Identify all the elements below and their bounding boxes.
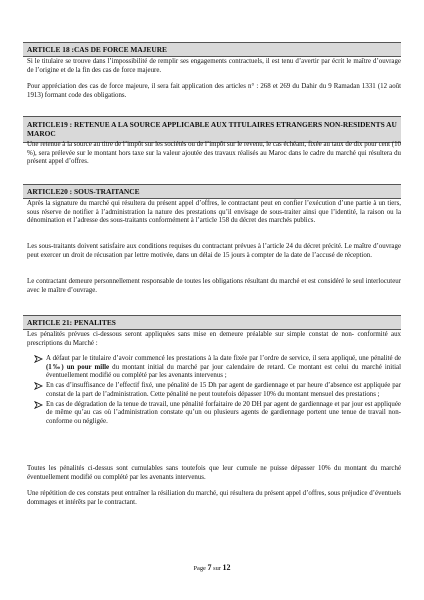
article-19-paragraph-1: Une retenue à la source au titre de l’impôt sur les sociétés ou de l’impôt sur le revenu, le cas échéant, fixée au taux de dix pour cent (10 %), sera prélevée sur le montant hors taxe sur la valeur ajoutée des travaux réalisés au Maroc dans le cadre du marché qui résultera du présent appel d’offres. <box>27 141 401 166</box>
article-21-cumulative-paragraph: Toutes les pénalités ci-dessus sont cumulables sans toutefois que leur cumule ne puisse dépasser 10% du montant du marché éventuellement modifié ou complété par les avenants intervenus. <box>27 465 401 481</box>
article-20-heading: ARTICLE20 : SOUS-TRAITANCE <box>23 184 401 199</box>
page-footer <box>0 563 424 572</box>
article-20-paragraph-1: Après la signature du marché qui résultera du présent appel d’offres, le contractant peut en confier l’exécution d’une partie à un tiers, sous réserve de notifier à l’administration la nature des prestations qu’il envisage de sous-traiter ainsi que l’identité, la raison ou la dénomination et l’adresse des sous-traitants conformément à l’article 158 du décret des marchés publics. <box>27 200 401 225</box>
penalty-rate: (1‰) un pour mille <box>46 363 110 371</box>
arrow-bullet-icon <box>34 355 43 363</box>
penalty-item-staff-shortage <box>34 382 401 399</box>
article-19-heading: ARTICLE19 : RETENUE A LA SOURCE APPLICABLE AUX TITULAIRES ETRANGERS NON-RESIDENTS AU MAROC <box>23 116 401 143</box>
article-18-paragraph-2: Pour appréciation des cas de force majeure, il sera fait application des articles n° : 268 et 269 du Dahir du 9 Ramadan 1331 (12 août 1913) formant code des obligations. <box>27 83 401 99</box>
article-18-heading: ARTICLE 18 :CAS DE FORCE MAJEURE <box>23 42 401 57</box>
article-18-paragraph-1: Si le titulaire se trouve dans l’impossibilité de remplir ses engagements contractuels, il est tenu d’avertir par écrit le maître d’ouvrage de l’origine et de la fin des cas de force majeure. <box>27 58 401 74</box>
article-21-heading: ARTICLE 21: PENALITES <box>23 315 401 330</box>
penalty-item-delay-text-start: A défaut par le titulaire d’avoir commencé les prestations à la date fixée par l’ordre de service, il sera appliqué, une pénalité de <box>46 355 401 362</box>
footer-page-word: Page <box>193 565 206 572</box>
penalty-item-delay <box>34 355 401 381</box>
article-21-intro: Les pénalités prévues ci-dessous seront appliquées sans mise en demeure préalable sur simple constat de non- conformité aux prescriptions du Marché : <box>27 331 401 347</box>
article-20-paragraph-3: Le contractant demeure personnellement responsable de toutes les obligations résultant du marché et est considéré le seul interlocuteur avec le maître d’ouvrage. <box>27 278 401 294</box>
penalty-item-staff-shortage-text: En cas d’insuffisance de l’effectif fixé, une pénalité de 15 Dh par agent de gardiennage et par heure d’absence est appliquée par constat de la part de l’administration. Cette pénalité ne peut toutefois dépasser 10% du montant mensuel des prestations ; <box>46 382 401 398</box>
article-21-final-paragraph: Une répétition de ces constats peut entraîner la résiliation du marché, qui résultera du présent appel d’offres, sous préjudice d’éventuels dommages et intérêts par le contractant. <box>27 490 401 506</box>
penalties-list <box>34 355 401 427</box>
penalty-item-uniform-text: En cas de dégradation de la tenue de travail, une pénalité forfaitaire de 20 DH par agent de gardiennage et par jour est appliquée de même qu’au cas où l’administration constate qu’un ou plusieurs agents de gardiennage portent une tenue de travail non-conforme ou négligée. <box>46 400 401 425</box>
footer-page-number: 7 <box>207 563 212 572</box>
footer-page-total: 12 <box>222 563 231 572</box>
arrow-bullet-icon <box>34 382 43 390</box>
article-20-paragraph-2: Les sous-traitants doivent satisfaire aux conditions requises du contractant prévues à l’article 24 du décret précité. Le maître d’ouvrage peut exercer un droit de récusation par lettre motivée, dans un délai de 15 jours à compter de la date de l’accusé de réception. <box>27 243 401 259</box>
arrow-bullet-icon <box>34 401 43 409</box>
penalty-item-delay-text-end: du montant initial du marché par jour calendaire de retard. Ce montant est celui du marché initial éventuellement modifié ou complété par les avenants intervenus ; <box>46 363 401 380</box>
footer-sur-word: sur <box>213 565 221 572</box>
penalty-item-uniform <box>34 401 401 427</box>
